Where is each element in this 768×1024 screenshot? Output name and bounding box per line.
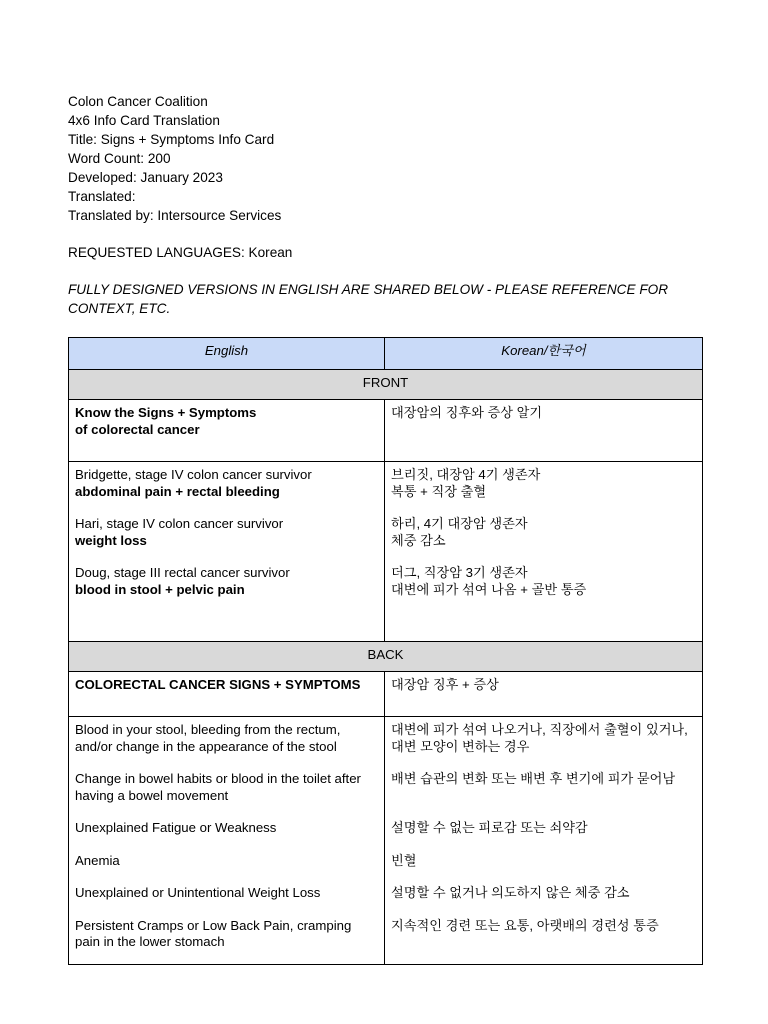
list-item: Blood in your stool, bleeding from the rectum, and/or change in the appearance of the stool: [75, 722, 341, 754]
section-label-back: BACK: [69, 642, 703, 672]
section-row-front: [69, 370, 703, 400]
list-item: Unexplained Fatigue or Weakness: [75, 820, 277, 835]
table-row: [69, 400, 703, 462]
table-header-row: [69, 338, 703, 370]
survivor-symptom: blood in stool + pelvic pain: [75, 581, 245, 597]
front-title-english: [69, 400, 385, 462]
org-name: Colon Cancer Coalition: [68, 94, 208, 109]
header-korean: Korean/한국어: [385, 338, 703, 370]
table-row: [69, 462, 703, 642]
survivor-name: Bridgette, stage IV colon cancer survivor: [75, 467, 312, 482]
list-item: Persistent Cramps or Low Back Pain, cramping pain in the lower stomach: [75, 917, 352, 949]
list-item: 배변 습관의 변화 또는 배변 후 변기에 피가 묻어남: [391, 771, 676, 786]
survivor-name: Hari, stage IV colon cancer survivor: [75, 516, 284, 531]
list-item: 설명할 수 없거나 의도하지 않은 체중 감소: [391, 885, 630, 900]
list-item: 지속적인 경련 또는 요통, 아랫배의 경련성 통증: [391, 917, 659, 933]
survivor-symptom-ko: 복통 + 직장 출혈: [391, 483, 487, 499]
front-title-korean: [385, 400, 703, 462]
survivor-symptom-ko: 체중 감소: [391, 532, 446, 548]
requested-languages: REQUESTED LANGUAGES: Korean: [68, 245, 293, 260]
survivor-name-ko: 더그, 직장암 3기 생존자: [391, 565, 528, 580]
list-item: 대변에 피가 섞여 나오거나, 직장에서 출혈이 있거나, 대변 모양이 변하는 경우: [391, 722, 688, 754]
back-items-english: [69, 717, 385, 965]
list-item: [391, 467, 696, 500]
translation-table: [68, 337, 703, 965]
list-item: [391, 565, 696, 598]
survivor-name: Doug, stage III rectal cancer survivor: [75, 565, 290, 580]
front-entries-korean: [385, 462, 703, 642]
survivor-symptom: weight loss: [75, 532, 147, 548]
list-item: [75, 467, 378, 500]
list-item: Change in bowel habits or blood in the toilet after having a bowel movement: [75, 771, 361, 803]
document-metadata: [68, 92, 708, 225]
back-title-korean: [385, 672, 703, 717]
front-title-en-line1: Know the Signs + Symptoms: [75, 405, 257, 420]
translated-by: Translated by: Intersource Services: [68, 208, 282, 223]
card-title: Title: Signs + Symptoms Info Card: [68, 132, 275, 147]
survivor-symptom: abdominal pain + rectal bleeding: [75, 483, 280, 499]
section-row-back: [69, 642, 703, 672]
word-count: Word Count: 200: [68, 151, 171, 166]
back-title-english: [69, 672, 385, 717]
list-item: Unexplained or Unintentional Weight Loss: [75, 885, 321, 900]
list-item: [75, 565, 378, 598]
header-english: English: [69, 338, 385, 370]
survivor-name-ko: 브리짓, 대장암 4기 생존자: [391, 467, 541, 482]
reference-notice: FULLY DESIGNED VERSIONS IN ENGLISH ARE SHARED BELOW - PLEASE REFERENCE FOR CONTEXT, ETC.: [68, 282, 669, 316]
list-item: [391, 516, 696, 549]
front-entries-english: [69, 462, 385, 642]
list-item: 빈혈: [391, 852, 417, 868]
back-title-en: COLORECTAL CANCER SIGNS + SYMPTOMS: [75, 677, 361, 692]
card-type: 4x6 Info Card Translation: [68, 113, 220, 128]
list-item: 설명할 수 없는 피로감 또는 쇠약감: [391, 820, 588, 835]
back-items-korean: [385, 717, 703, 965]
section-label-front: FRONT: [69, 370, 703, 400]
back-title-ko: 대장암 징후 + 증상: [391, 677, 499, 692]
translated-date: Translated:: [68, 189, 136, 204]
table-row: [69, 672, 703, 717]
developed-date: Developed: January 2023: [68, 170, 223, 185]
front-title-en-line2: of colorectal cancer: [75, 421, 200, 437]
list-item: Anemia: [75, 852, 120, 868]
survivor-symptom-ko: 대변에 피가 섞여 나옴 + 골반 통증: [391, 581, 587, 597]
front-title-ko: 대장암의 징후와 증상 알기: [391, 405, 543, 420]
table-row: [69, 717, 703, 965]
survivor-name-ko: 하리, 4기 대장암 생존자: [391, 516, 528, 531]
list-item: [75, 516, 378, 549]
